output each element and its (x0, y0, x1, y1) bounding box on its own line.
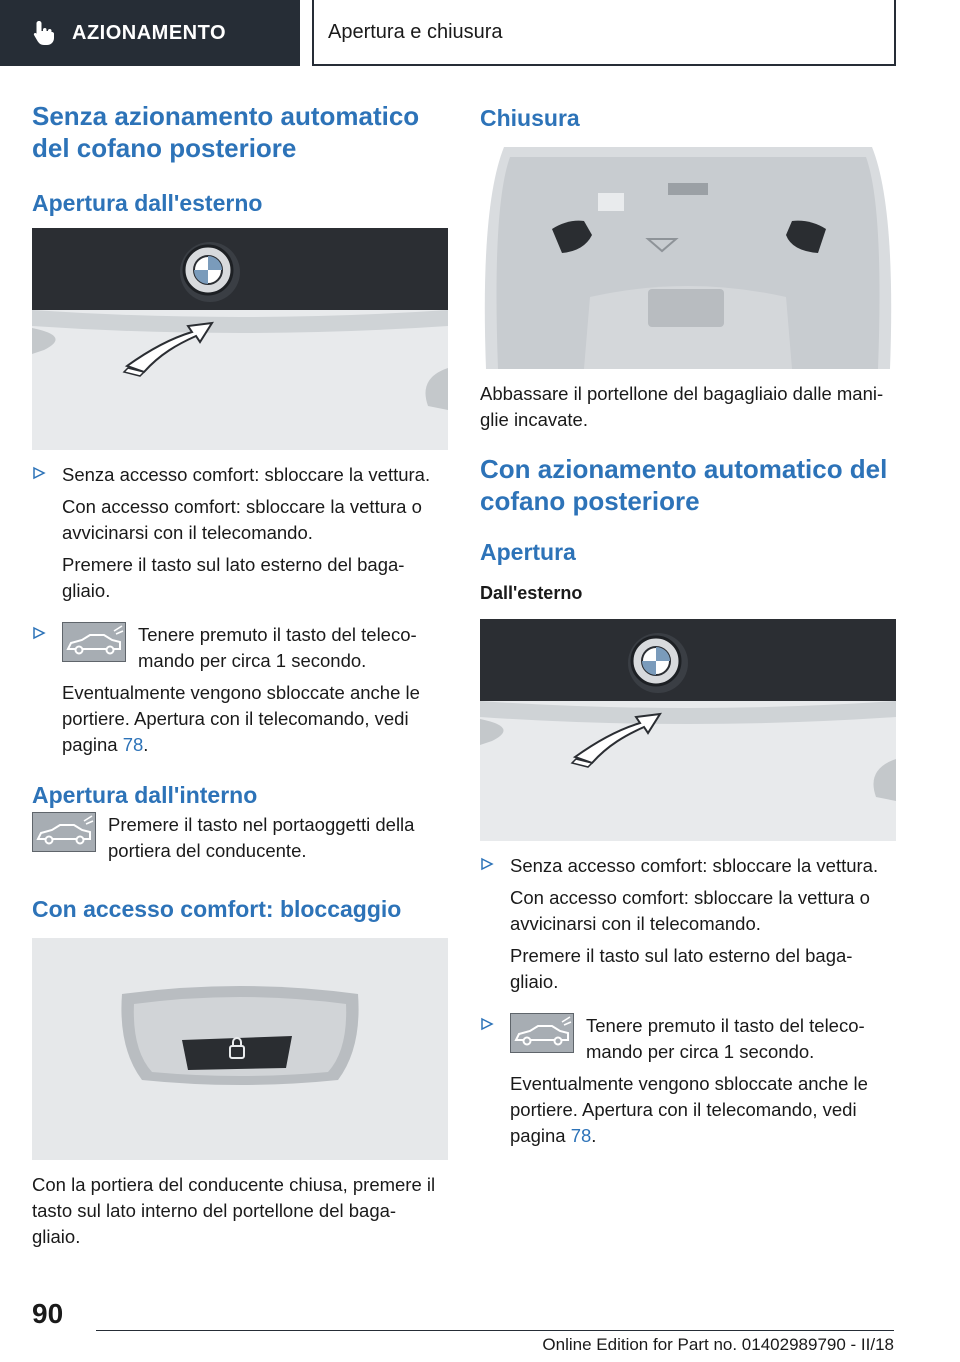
trunk-remote-icon (510, 1013, 574, 1053)
list-item (32, 622, 448, 758)
triangle-bullet-icon (480, 857, 494, 871)
page-header (0, 0, 960, 66)
bullet-text: Tenere premuto il tasto del teleco‐ mando per circa 1 secondo. (138, 624, 417, 671)
list-item (32, 462, 448, 604)
bullet-text: Premere il tasto sul lato esterno del baga‐ gliaio. (62, 554, 405, 601)
right-column (480, 100, 896, 1149)
comfort-lock-text: Con la portiera del conducente chiusa, premere il tasto sul lato interno del portellone del baga‐ gliaio. (32, 1174, 436, 1247)
bullet-text: Senza accesso comfort: sbloccare la vettura. (510, 855, 879, 876)
footer-divider (96, 1330, 894, 1331)
inside-instruction (32, 812, 448, 864)
lock-button-photo (32, 938, 448, 1160)
left-column (32, 100, 448, 1250)
section-label: AZIONAMENTO (72, 21, 227, 44)
list-item (480, 853, 896, 995)
section-tab (0, 0, 300, 66)
closing-text: Abbassare il portellone del bagagliaio dalle mani‐ glie incavate. (480, 383, 884, 430)
topic-tab (312, 0, 896, 66)
right-title: Con azionamento automatico del cofano posteriore (480, 454, 888, 516)
bullet-text: Con accesso comfort: sbloccare la vettura o avvicinarsi con il telecomando. (62, 496, 422, 543)
hand-pointer-icon (30, 19, 58, 47)
trunk-button-photo (480, 619, 896, 841)
heading-comfort-locking: Con accesso comfort: bloccaggio (32, 896, 402, 922)
bullet-text: Con accesso comfort: sbloccare la vettura o avvicinarsi con il telecomando. (510, 887, 870, 934)
list-item (480, 1013, 896, 1149)
page-number: 90 (32, 1298, 64, 1329)
page-link[interactable]: 78 (570, 1125, 592, 1146)
trunk-button-photo (32, 228, 448, 450)
triangle-bullet-icon (32, 626, 46, 640)
triangle-bullet-icon (32, 466, 46, 480)
trunk-remote-icon (62, 622, 126, 662)
bullet-text: Senza accesso comfort: sbloccare la vettura. (62, 464, 431, 485)
heading-outside-opening: Apertura dall'esterno (32, 190, 263, 216)
left-title: Senza azionamento automatico del cofano posteriore (32, 101, 420, 163)
triangle-bullet-icon (480, 1017, 494, 1031)
heading-from-outside: Dall'esterno (480, 583, 583, 603)
tailgate-handles-photo (480, 147, 896, 369)
bullet-text: Eventualmente vengono sbloccate anche le portiere. Apertura con il telecomando, vedi pagina 78. (510, 1073, 868, 1146)
heading-inside-opening: Apertura dall'interno (32, 782, 258, 808)
bullet-text: Eventualmente vengono sbloccate anche le portiere. Apertura con il telecomando, vedi pagina 78. (62, 682, 420, 755)
bullet-text: Premere il tasto sul lato esterno del baga‐ gliaio. (510, 945, 853, 992)
heading-closing: Chiusura (480, 105, 580, 131)
edition-label: Online Edition for Part no. 01402989790 - II/18 (542, 1335, 894, 1354)
heading-opening: Apertura (480, 539, 576, 565)
instruction-text: Premere il tasto nel portaoggetti della portiera del conducente. (108, 814, 415, 861)
trunk-button-icon (32, 812, 96, 852)
topic-label: Apertura e chiusura (328, 20, 503, 43)
bullet-text: Tenere premuto il tasto del teleco‐ mando per circa 1 secondo. (586, 1015, 865, 1062)
page-link[interactable]: 78 (122, 734, 144, 755)
